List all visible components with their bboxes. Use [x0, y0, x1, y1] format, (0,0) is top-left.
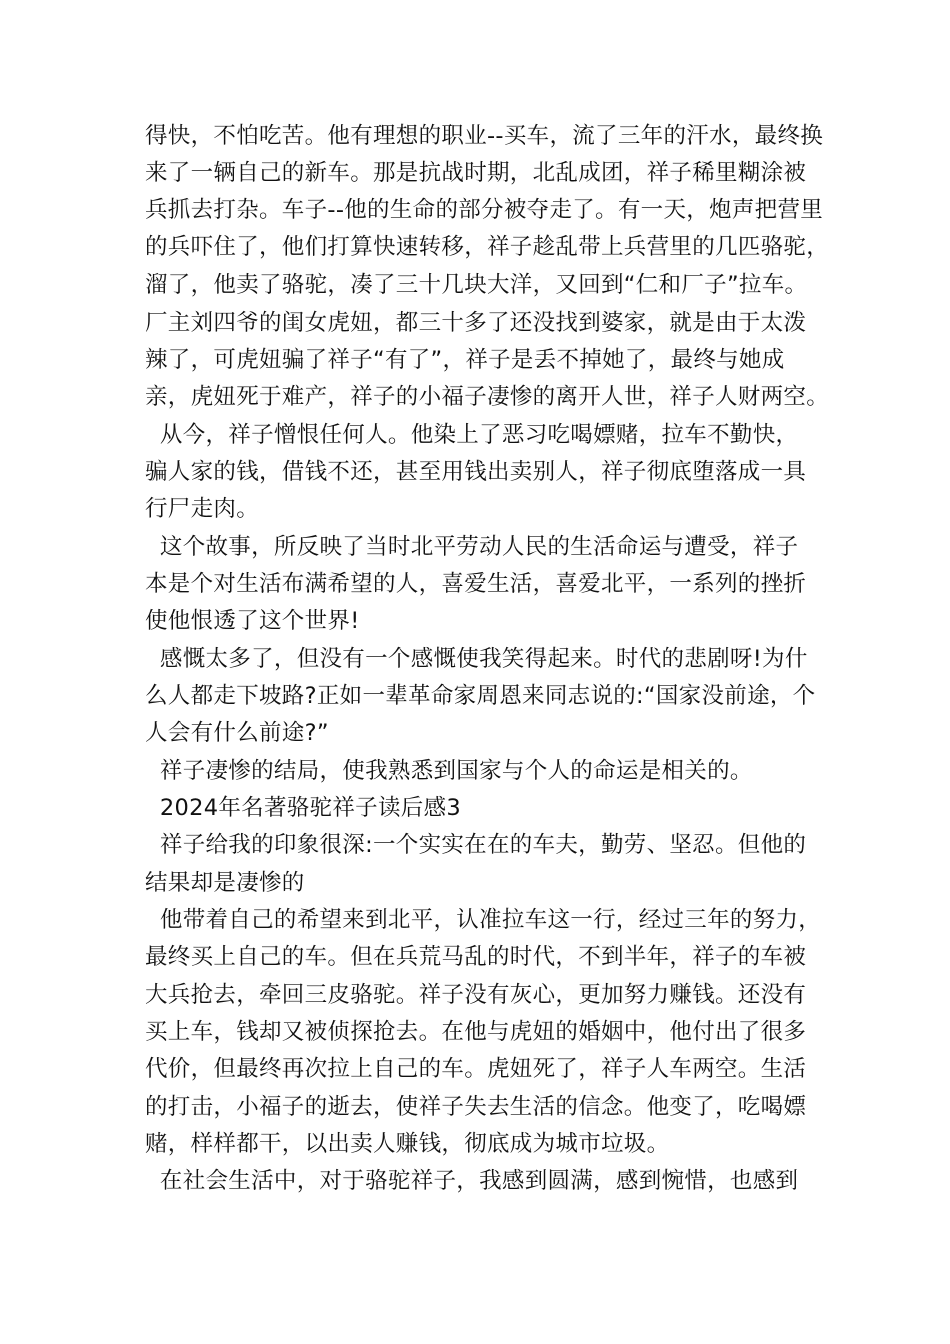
- text-line: 兵抓去打杂。车子--他的生命的部分被夺走了。有一天，炮声把营里: [145, 197, 824, 223]
- text-line: 来了一辆自己的新车。那是抗战时期，北乱成团，祥子稀里糊涂被: [145, 160, 807, 186]
- section-heading: 2024年名著骆驼祥子读后感3: [145, 795, 461, 821]
- text-line: 的打击，小福子的逝去，使祥子失去生活的信念。他变了，吃喝嫖: [145, 1094, 807, 1120]
- text-line: 溜了，他卖了骆驼，凑了三十几块大洋，又回到“仁和厂子”拉车。: [145, 272, 808, 298]
- text-line: 祥子给我的印象很深:一个实实在在的车夫，勤劳、坚忍。但他的: [145, 832, 807, 858]
- text-line: 买上车，钱却又被侦探抢去。在他与虎妞的婚姻中，他付出了很多: [145, 1019, 807, 1045]
- text-line: 厂主刘四爷的闺女虎妞，都三十多了还没找到婆家，就是由于太泼: [145, 310, 807, 336]
- text-line: 他带着自己的希望来到北平，认准拉车这一行，经过三年的努力，: [145, 907, 822, 933]
- text-line: 在社会生活中，对于骆驼祥子，我感到圆满，感到惋惜，也感到: [145, 1168, 799, 1194]
- text-line: 使他恨透了这个世界!: [145, 608, 360, 634]
- text-line: 从今，祥子憎恨任何人。他染上了恶习吃喝嫖赌，拉车不勤快，: [145, 422, 799, 448]
- text-line: 最终买上自己的车。但在兵荒马乱的时代，不到半年，祥子的车被: [145, 944, 807, 970]
- text-line: 本是个对生活布满希望的人，喜爱生活，喜爱北平，一系列的挫折: [145, 571, 807, 597]
- text-line: 代价，但最终再次拉上自己的车。虎妞死了，祥子人车两空。生活: [145, 1056, 807, 1082]
- text-line: 感慨太多了，但没有一个感慨使我笑得起来。时代的悲剧呀!为什: [145, 646, 808, 672]
- text-line: 辣了，可虎妞骗了祥子“有了”，祥子是丢不掉她了，最终与她成: [145, 347, 785, 373]
- text-line: 亲，虎妞死于难产，祥子的小福子凄惨的离开人世，祥子人财两空。: [145, 384, 830, 410]
- text-line: 得快，不怕吃苦。他有理想的职业--买车，流了三年的汗水，最终换: [145, 123, 824, 149]
- text-line: 人会有什么前途?”: [145, 720, 329, 746]
- text-line: 赌，样样都干，以出卖人赚钱，彻底成为城市垃圾。: [145, 1131, 670, 1157]
- text-line: 行尸走肉。: [145, 496, 260, 522]
- text-line: 的兵吓住了，他们打算快速转移，祥子趁乱带上兵营里的几匹骆驼，: [145, 234, 830, 260]
- text-line: 么人都走下坡路?正如一辈革命家周恩来同志说的:“国家没前途，个: [145, 683, 816, 709]
- text-line: 结果却是凄惨的: [145, 870, 305, 896]
- text-line: 骗人家的钱，借钱不还，甚至用钱出卖别人，祥子彻底堕落成一具: [145, 459, 807, 485]
- text-line: 大兵抢去，牵回三皮骆驼。祥子没有灰心，更加努力赚钱。还没有: [145, 982, 807, 1008]
- text-line: 这个故事，所反映了当时北平劳动人民的生活命运与遭受，祥子: [145, 534, 799, 560]
- text-line: 祥子凄惨的结局，使我熟悉到国家与个人的命运是相关的。: [145, 758, 753, 784]
